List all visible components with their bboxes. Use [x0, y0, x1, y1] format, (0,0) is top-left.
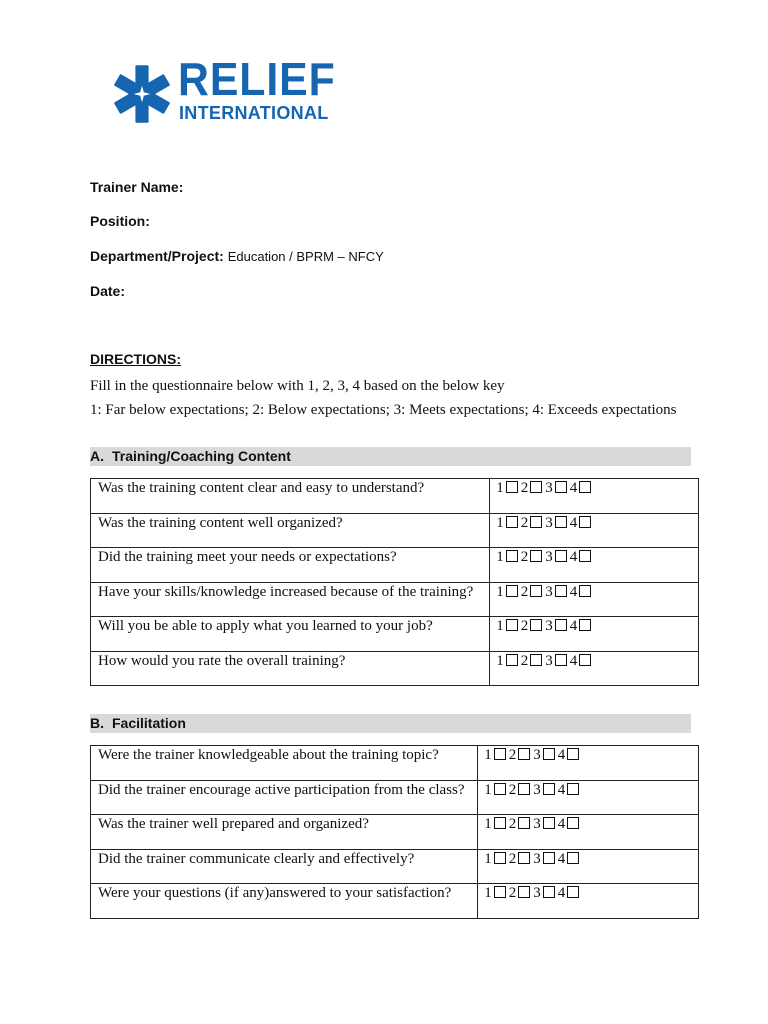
date-label: Date: [90, 283, 126, 299]
rating-checkbox[interactable] [555, 654, 567, 666]
rating-option-4 [570, 618, 592, 635]
rating-option-2 [509, 851, 531, 868]
question-text: Did the trainer communicate clearly and effectively? [91, 849, 478, 884]
position-field [90, 212, 150, 230]
rating-number: 2 [508, 885, 517, 901]
rating-option-1 [496, 653, 518, 670]
rating-checkbox[interactable] [543, 783, 555, 795]
section-b-letter: B. [90, 715, 104, 731]
rating-checkbox[interactable] [579, 619, 591, 631]
rating-option-2 [509, 747, 531, 764]
question-text: Did the training meet your needs or expectations? [91, 548, 490, 583]
rating-option-1 [484, 747, 506, 764]
rating-checkbox[interactable] [494, 852, 506, 864]
trainer-name-field [90, 178, 183, 196]
rating-checkbox[interactable] [555, 481, 567, 493]
rating-checkbox[interactable] [506, 481, 518, 493]
rating-options [490, 513, 699, 548]
rating-checkbox[interactable] [543, 852, 555, 864]
question-row [91, 513, 699, 548]
rating-checkbox[interactable] [494, 817, 506, 829]
rating-number: 4 [569, 480, 578, 496]
rating-checkbox[interactable] [530, 654, 542, 666]
question-text: Did the trainer encourage active participation from the class? [91, 780, 478, 815]
rating-number: 2 [520, 618, 529, 634]
rating-number: 2 [508, 781, 517, 798]
question-row [91, 651, 699, 686]
rating-number: 3 [533, 781, 541, 798]
rating-option-4 [558, 782, 580, 799]
rating-checkbox[interactable] [518, 783, 530, 795]
star-of-life-icon [112, 64, 172, 124]
rating-number: 2 [520, 549, 529, 565]
section-b-title: Facilitation [112, 715, 186, 731]
section-b-table [90, 745, 699, 919]
rating-number: 2 [508, 850, 517, 867]
rating-options [490, 479, 699, 514]
rating-number: 1 [496, 514, 504, 531]
rating-option-3 [545, 584, 567, 601]
rating-checkbox[interactable] [555, 516, 567, 528]
rating-option-3 [545, 653, 567, 670]
rating-option-4 [570, 480, 592, 497]
rating-options [478, 815, 699, 850]
rating-checkbox[interactable] [506, 550, 518, 562]
rating-option-2 [521, 515, 543, 532]
rating-checkbox[interactable] [579, 516, 591, 528]
rating-checkbox[interactable] [530, 585, 542, 597]
rating-option-1 [496, 549, 518, 566]
rating-checkbox[interactable] [567, 783, 579, 795]
rating-number: 3 [545, 652, 553, 669]
rating-option-1 [496, 584, 518, 601]
rating-number: 3 [533, 850, 541, 867]
rating-option-2 [509, 782, 531, 799]
rating-number: 2 [520, 583, 529, 600]
question-row [91, 849, 699, 884]
rating-option-4 [558, 885, 580, 902]
question-row [91, 780, 699, 815]
rating-number: 1 [484, 781, 492, 798]
rating-number: 4 [569, 583, 578, 600]
question-text: Have your skills/knowledge increased because of the training? [91, 582, 490, 617]
question-text: Was the training content well organized? [91, 513, 490, 548]
rating-checkbox[interactable] [579, 585, 591, 597]
rating-option-3 [533, 851, 555, 868]
rating-checkbox[interactable] [518, 817, 530, 829]
rating-option-3 [545, 480, 567, 497]
rating-number: 1 [484, 850, 492, 867]
question-row [91, 548, 699, 583]
rating-checkbox[interactable] [530, 550, 542, 562]
rating-number: 2 [520, 514, 529, 531]
relief-international-logo [112, 53, 352, 126]
rating-option-3 [533, 782, 555, 799]
rating-checkbox[interactable] [555, 550, 567, 562]
rating-option-3 [533, 885, 555, 902]
rating-options [490, 548, 699, 583]
rating-number: 3 [533, 885, 541, 901]
rating-checkbox[interactable] [530, 516, 542, 528]
rating-number: 2 [508, 747, 517, 763]
rating-checkbox[interactable] [494, 748, 506, 760]
rating-number: 4 [557, 850, 566, 867]
rating-checkbox[interactable] [518, 748, 530, 760]
rating-number: 1 [496, 583, 504, 600]
question-text: Were your questions (if any)answered to your satisfaction? [91, 884, 478, 919]
rating-number: 3 [533, 747, 541, 763]
rating-number: 3 [533, 816, 541, 832]
rating-option-1 [496, 618, 518, 635]
rating-options [478, 746, 699, 781]
rating-checkbox[interactable] [555, 585, 567, 597]
rating-option-2 [521, 584, 543, 601]
question-text: Were the trainer knowledgeable about the training topic? [91, 746, 478, 781]
rating-checkbox[interactable] [543, 886, 555, 898]
rating-number: 4 [569, 514, 578, 531]
rating-option-3 [545, 549, 567, 566]
question-row [91, 617, 699, 652]
question-row [91, 582, 699, 617]
rating-option-1 [484, 816, 506, 833]
rating-checkbox[interactable] [543, 748, 555, 760]
rating-checkbox[interactable] [555, 619, 567, 631]
rating-number: 4 [569, 618, 578, 634]
rating-number: 1 [496, 480, 504, 496]
rating-number: 1 [484, 885, 492, 901]
rating-number: 1 [496, 652, 504, 669]
question-text: How would you rate the overall training? [91, 651, 490, 686]
department-field [90, 247, 384, 266]
rating-number: 4 [557, 781, 566, 798]
rating-option-1 [484, 885, 506, 902]
rating-number: 4 [557, 747, 566, 763]
question-row [91, 884, 699, 919]
rating-checkbox[interactable] [506, 654, 518, 666]
department-value: Education / BPRM – NFCY [227, 249, 384, 264]
date-field [90, 282, 125, 300]
rating-option-2 [521, 618, 543, 635]
rating-checkbox[interactable] [567, 748, 579, 760]
rating-checkbox[interactable] [579, 481, 591, 493]
rating-checkbox[interactable] [567, 852, 579, 864]
rating-checkbox[interactable] [506, 619, 518, 631]
rating-option-2 [521, 549, 543, 566]
rating-option-4 [570, 549, 592, 566]
rating-checkbox[interactable] [494, 783, 506, 795]
rating-option-3 [533, 747, 555, 764]
logo-text-relief: RELIEF [178, 53, 336, 105]
rating-option-3 [533, 816, 555, 833]
rating-number: 1 [496, 618, 504, 634]
rating-checkbox[interactable] [567, 817, 579, 829]
rating-option-2 [521, 480, 543, 497]
rating-option-1 [496, 480, 518, 497]
rating-options [478, 849, 699, 884]
rating-checkbox[interactable] [579, 550, 591, 562]
rating-number: 4 [569, 652, 578, 669]
department-label: Department/Project: [90, 248, 224, 264]
rating-option-4 [570, 653, 592, 670]
rating-number: 1 [484, 816, 492, 832]
rating-checkbox[interactable] [579, 654, 591, 666]
rating-number: 2 [520, 652, 529, 669]
rating-options [490, 651, 699, 686]
directions-title: DIRECTIONS: [90, 351, 181, 367]
rating-checkbox[interactable] [494, 886, 506, 898]
rating-number: 3 [545, 514, 553, 531]
question-text: Was the training content clear and easy to understand? [91, 479, 490, 514]
section-a-table [90, 478, 699, 686]
logo-text-international: INTERNATIONAL [179, 103, 329, 123]
rating-option-4 [558, 816, 580, 833]
rating-options [490, 617, 699, 652]
rating-checkbox[interactable] [530, 481, 542, 493]
rating-number: 3 [545, 618, 553, 634]
rating-option-1 [484, 851, 506, 868]
rating-checkbox[interactable] [518, 886, 530, 898]
rating-option-2 [509, 816, 531, 833]
question-text: Was the trainer well prepared and organized? [91, 815, 478, 850]
rating-number: 4 [557, 885, 566, 901]
rating-checkbox[interactable] [543, 817, 555, 829]
rating-number: 2 [520, 480, 529, 496]
section-a-title: Training/Coaching Content [112, 448, 291, 464]
rating-checkbox[interactable] [506, 516, 518, 528]
rating-option-4 [570, 584, 592, 601]
rating-option-2 [509, 885, 531, 902]
rating-option-1 [484, 782, 506, 799]
rating-option-4 [570, 515, 592, 532]
trainer-name-label: Trainer Name: [90, 179, 184, 195]
rating-option-2 [521, 653, 543, 670]
rating-option-3 [545, 515, 567, 532]
section-b-header [90, 714, 691, 733]
rating-checkbox[interactable] [506, 585, 518, 597]
rating-number: 3 [545, 480, 553, 496]
rating-options [490, 582, 699, 617]
rating-number: 2 [508, 816, 517, 832]
rating-checkbox[interactable] [567, 886, 579, 898]
section-a-header [90, 447, 691, 466]
rating-number: 4 [557, 816, 566, 832]
rating-number: 1 [496, 549, 504, 565]
rating-checkbox[interactable] [530, 619, 542, 631]
rating-number: 1 [484, 747, 492, 763]
question-row [91, 479, 699, 514]
question-text: Will you be able to apply what you learned to your job? [91, 617, 490, 652]
rating-number: 4 [569, 549, 578, 565]
rating-option-1 [496, 515, 518, 532]
directions-line-1: Fill in the questionnaire below with 1, 2, 3, 4 based on the below key [90, 378, 505, 394]
rating-number: 3 [545, 549, 553, 565]
position-label: Position: [90, 213, 150, 229]
rating-option-4 [558, 851, 580, 868]
directions-line-2: 1: Far below expectations; 2: Below expectations; 3: Meets expectations; 4: Exceeds expectations [90, 402, 677, 418]
question-row [91, 815, 699, 850]
rating-option-3 [545, 618, 567, 635]
rating-option-4 [558, 747, 580, 764]
rating-options [478, 780, 699, 815]
question-row [91, 746, 699, 781]
section-a-letter: A. [90, 448, 104, 464]
rating-number: 3 [545, 583, 553, 600]
rating-options [478, 884, 699, 919]
rating-checkbox[interactable] [518, 852, 530, 864]
